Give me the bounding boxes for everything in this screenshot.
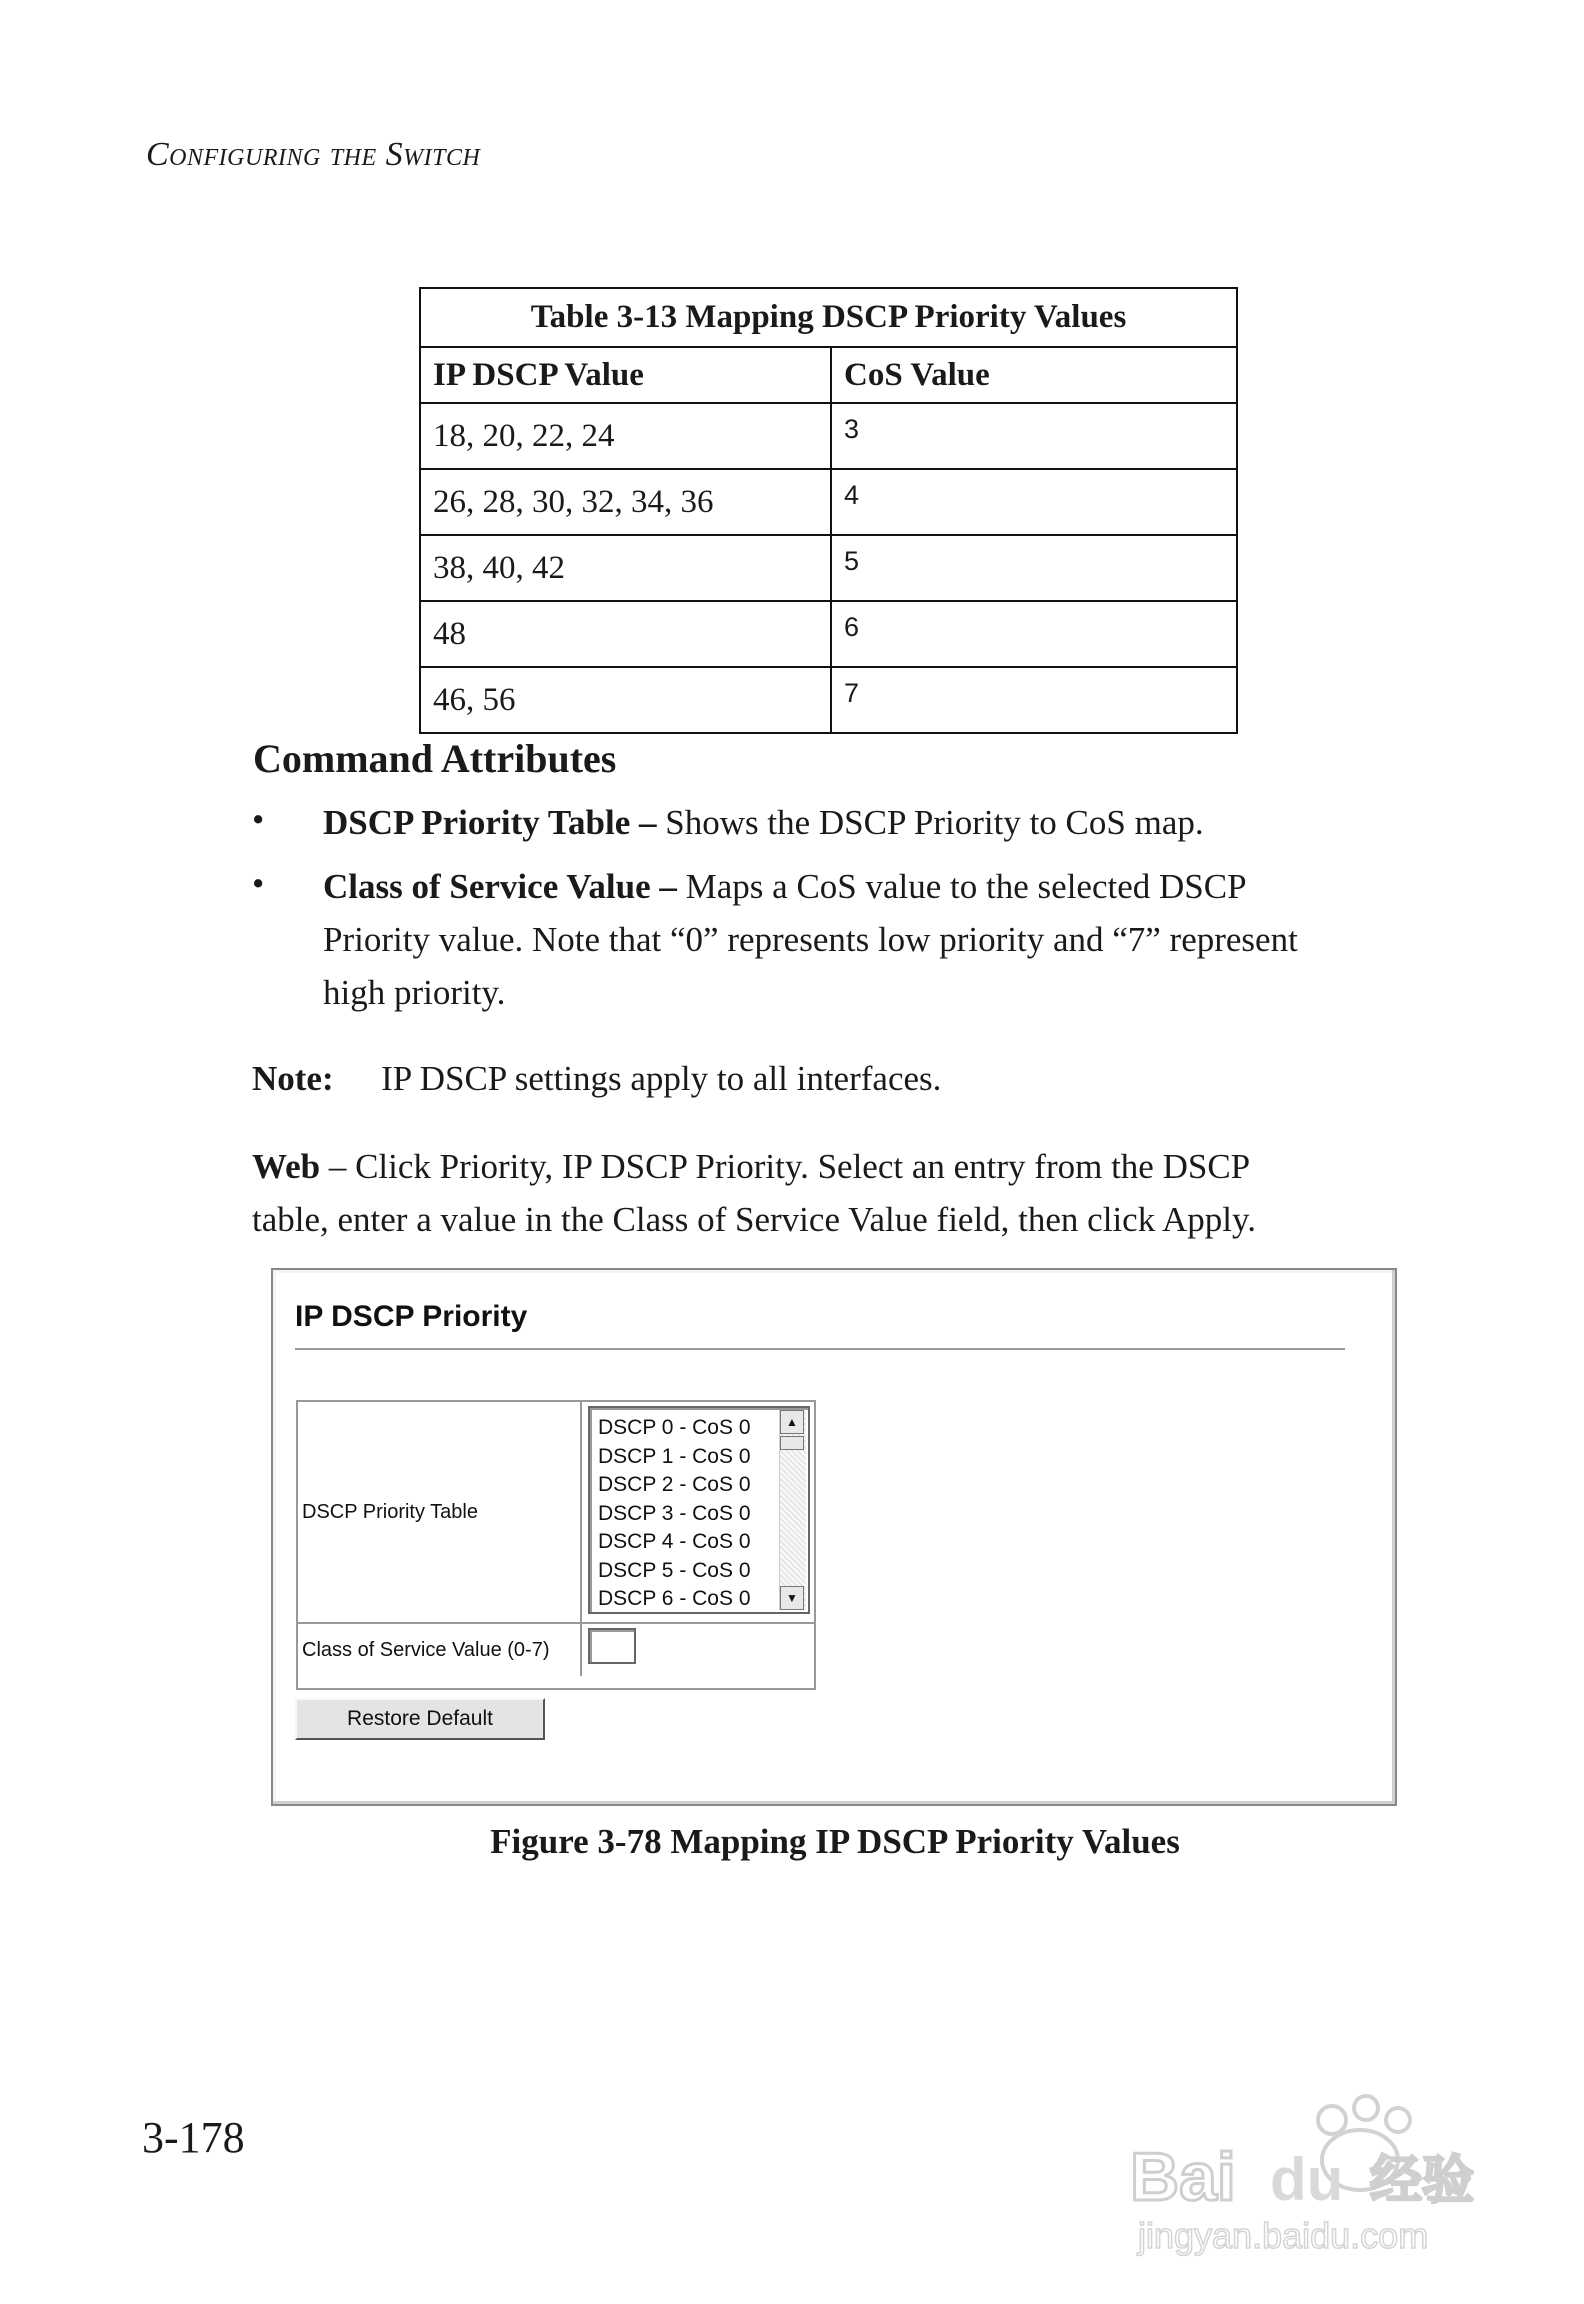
table-caption-row bbox=[420, 288, 1237, 347]
dscp-cell: 46, 56 bbox=[420, 667, 831, 733]
cos-value-label: Class of Service Value (0-7) bbox=[298, 1624, 582, 1676]
table-caption: Table 3-13 Mapping DSCP Priority Values bbox=[420, 288, 1237, 347]
svg-text:经验: 经验 bbox=[1370, 2151, 1475, 2211]
list-item[interactable]: DSCP 3 - CoS 0 bbox=[598, 1501, 751, 1525]
cos-value-row bbox=[298, 1624, 814, 1676]
dscp-cell: 26, 28, 30, 32, 34, 36 bbox=[420, 469, 831, 535]
note-text: IP DSCP settings apply to all interfaces. bbox=[381, 1059, 942, 1098]
listbox-scrollbar[interactable] bbox=[779, 1410, 806, 1610]
list-item[interactable]: DSCP 0 - CoS 0 bbox=[598, 1416, 751, 1439]
list-item[interactable]: DSCP 1 - CoS 0 bbox=[598, 1444, 751, 1468]
settings-form bbox=[296, 1400, 816, 1690]
ip-dscp-priority-window bbox=[271, 1268, 1397, 1806]
figure-caption: Figure 3-78 Mapping IP DSCP Priority Values bbox=[490, 1822, 1180, 1861]
web-text: table, enter a value in the Class of Service Value field, then click Apply. bbox=[252, 1200, 1256, 1239]
attribute-description: Maps a CoS value to the selected DSCP bbox=[685, 867, 1247, 906]
dscp-cell: 38, 40, 42 bbox=[420, 535, 831, 601]
note bbox=[252, 1052, 941, 1105]
dscp-cell: 18, 20, 22, 24 bbox=[420, 403, 831, 469]
priority-table-label: DSCP Priority Table bbox=[298, 1402, 582, 1622]
table-row bbox=[420, 535, 1237, 601]
attribute-description: Shows the DSCP Priority to CoS map. bbox=[665, 803, 1204, 842]
scroll-up-arrow-icon[interactable]: ▲ bbox=[780, 1410, 804, 1434]
attribute-term: DSCP Priority Table – bbox=[323, 803, 657, 842]
dscp-mapping-table bbox=[419, 287, 1238, 734]
cos-cell: 5 bbox=[831, 535, 1237, 601]
table-header-row bbox=[420, 347, 1237, 403]
attribute-description: high priority. bbox=[323, 973, 506, 1012]
dscp-priority-listbox[interactable] bbox=[588, 1406, 810, 1614]
web-label: Web bbox=[252, 1147, 321, 1186]
restore-default-button[interactable]: Restore Default bbox=[295, 1698, 545, 1740]
scroll-down-arrow-icon[interactable]: ▼ bbox=[780, 1586, 804, 1610]
list-item[interactable]: DSCP 5 - CoS 0 bbox=[598, 1558, 751, 1582]
baidu-watermark-logo bbox=[1120, 2080, 1500, 2260]
web-instructions bbox=[252, 1140, 1256, 1246]
list-items bbox=[598, 1414, 751, 1614]
running-header: Configuring the Switch bbox=[146, 136, 481, 173]
column-header-ip-dscp: IP DSCP Value bbox=[420, 347, 831, 403]
column-header-cos: CoS Value bbox=[831, 347, 1237, 403]
bullet-icon: • bbox=[252, 864, 265, 903]
title-divider bbox=[295, 1348, 1345, 1350]
priority-table-row bbox=[298, 1402, 814, 1624]
section-heading: Command Attributes bbox=[253, 736, 617, 781]
table-row bbox=[420, 403, 1237, 469]
web-text: – Click Priority, IP DSCP Priority. Select an entry from the DSCP bbox=[328, 1147, 1251, 1186]
page-number: 3-178 bbox=[142, 2113, 245, 2162]
svg-text:jingyan.baidu.com: jingyan.baidu.com bbox=[1138, 2215, 1429, 2256]
bullet-icon: • bbox=[252, 800, 265, 839]
table-row bbox=[420, 601, 1237, 667]
cos-value-input[interactable] bbox=[588, 1628, 636, 1664]
list-item[interactable]: DSCP 2 - CoS 0 bbox=[598, 1473, 751, 1496]
svg-text:Bai: Bai bbox=[1130, 2139, 1236, 2215]
table-row bbox=[420, 469, 1237, 535]
attribute-description: Priority value. Note that “0” represents low priority and “7” represent bbox=[323, 920, 1298, 959]
table-row bbox=[420, 667, 1237, 733]
cos-cell: 6 bbox=[831, 601, 1237, 667]
dscp-cell: 48 bbox=[420, 601, 831, 667]
attribute-item-cos-value bbox=[323, 860, 1298, 1019]
note-label: Note: bbox=[252, 1059, 334, 1098]
attribute-term: Class of Service Value – bbox=[323, 867, 677, 906]
cos-cell: 4 bbox=[831, 469, 1237, 535]
list-item[interactable]: DSCP 6 - CoS 0 bbox=[598, 1587, 751, 1610]
window-title: IP DSCP Priority bbox=[295, 1300, 528, 1333]
cos-cell: 3 bbox=[831, 403, 1237, 469]
cos-cell: 7 bbox=[831, 667, 1237, 733]
attribute-item-dscp-table bbox=[323, 796, 1204, 849]
list-item[interactable]: DSCP 4 - CoS 0 bbox=[598, 1530, 751, 1553]
scroll-thumb[interactable] bbox=[780, 1436, 804, 1450]
svg-text:du: du bbox=[1270, 2146, 1344, 2213]
